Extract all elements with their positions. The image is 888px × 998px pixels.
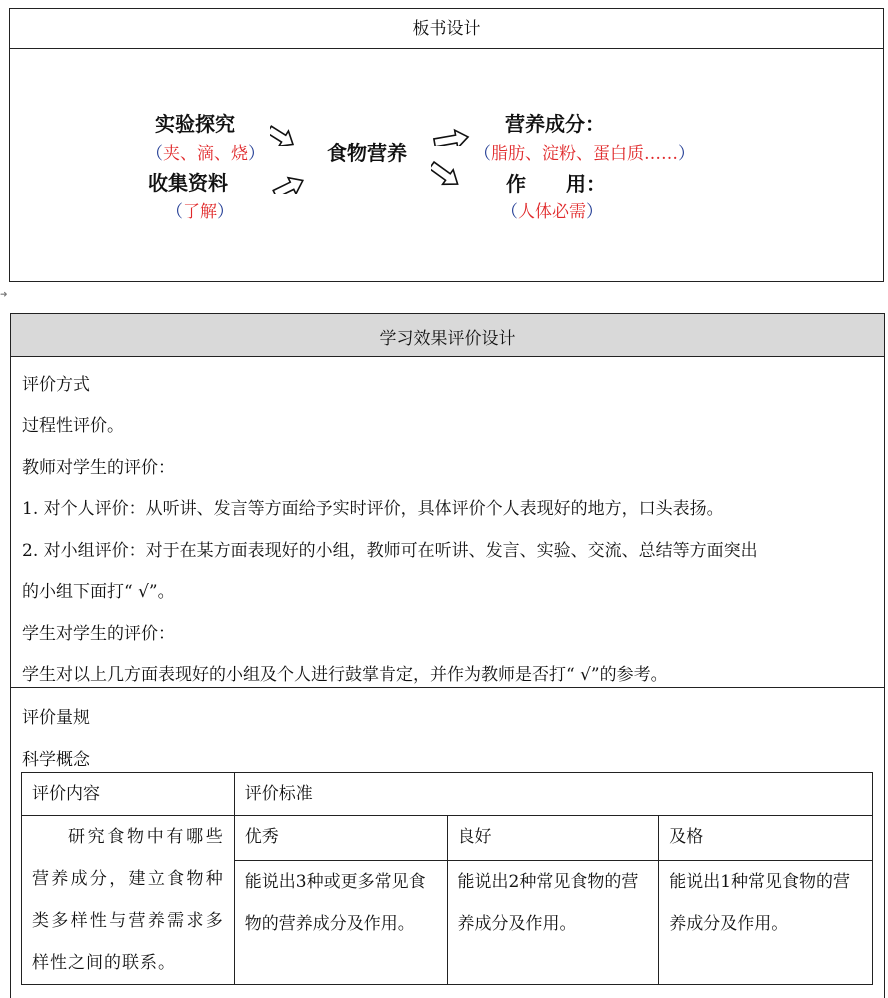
rubric-title: 评价量规 (22, 708, 90, 728)
section-divider (11, 687, 884, 688)
right-top-sub: （脂肪、淀粉、蛋白质……） (474, 144, 695, 164)
right-bottom-label: 作 用： (506, 172, 606, 196)
desc-good: 能说出2种常见食物的营养成分及作用。 (447, 860, 659, 984)
header-standard-cell: 评价标准 (234, 773, 872, 816)
board-design-title: 板书设计 (10, 9, 883, 49)
evaluation-title: 学习效果评价设计 (11, 314, 884, 357)
level-excellent: 优秀 (234, 816, 447, 861)
arrow-up-right-icon (268, 164, 306, 194)
arrow-upper-right-icon (431, 118, 471, 146)
left-top-sub: （夹、滴、烧） (146, 144, 265, 164)
eval-line-process: 过程性评价。 (22, 416, 124, 436)
center-label: 食物营养 (327, 141, 407, 165)
eval-line-individual: 1. 对个人评价：从听讲、发言等方面给予实时评价，具体评价个人表现好的地方，口头表扬。 (22, 499, 724, 519)
eval-line-group: 2. 对小组评价：对于在某方面表现好的小组，教师可在听讲、发言、实验、交流、总结等方面突出 (22, 541, 758, 561)
left-bottom-sub: （了解） (166, 202, 234, 222)
desc-excellent: 能说出3种或更多常见食物的营养成分及作用。 (234, 860, 447, 984)
rubric-table (21, 772, 873, 985)
rubric-subtitle: 科学概念 (22, 750, 90, 770)
desc-pass: 能说出1种常见食物的营养成分及作用。 (659, 860, 873, 984)
eval-line-group-cont: 的小组下面打“ √”。 (22, 582, 175, 602)
level-good: 良好 (447, 816, 659, 861)
left-top-label: 实验探究 (155, 112, 235, 136)
left-bottom-label: 收集资料 (148, 171, 228, 195)
table-header-row (22, 773, 873, 816)
arrow-lower-right-icon (431, 156, 471, 190)
content-text-cell: 研究食物中有哪些营养成分，建立食物种类多样性与营养需求多样性之间的联系。 (22, 816, 235, 985)
evaluation-box (10, 313, 885, 998)
eval-line-teacher: 教师对学生的评价： (22, 458, 175, 478)
right-top-label: 营养成分： (505, 112, 605, 136)
arrow-down-right-icon (270, 118, 306, 146)
eval-line-student: 学生对学生的评价： (22, 624, 175, 644)
right-bottom-sub: （人体必需） (501, 202, 603, 222)
eval-line-student-desc: 学生对以上几方面表现好的小组及个人进行鼓掌肯定，并作为教师是否打“ √”的参考。 (22, 665, 668, 685)
level-pass: 及格 (659, 816, 873, 861)
table-levels-row (22, 816, 873, 861)
page-edge-marker-icon: ➜ (0, 290, 8, 300)
eval-line-method: 评价方式 (22, 375, 90, 395)
header-content-cell: 评价内容 (22, 773, 235, 816)
